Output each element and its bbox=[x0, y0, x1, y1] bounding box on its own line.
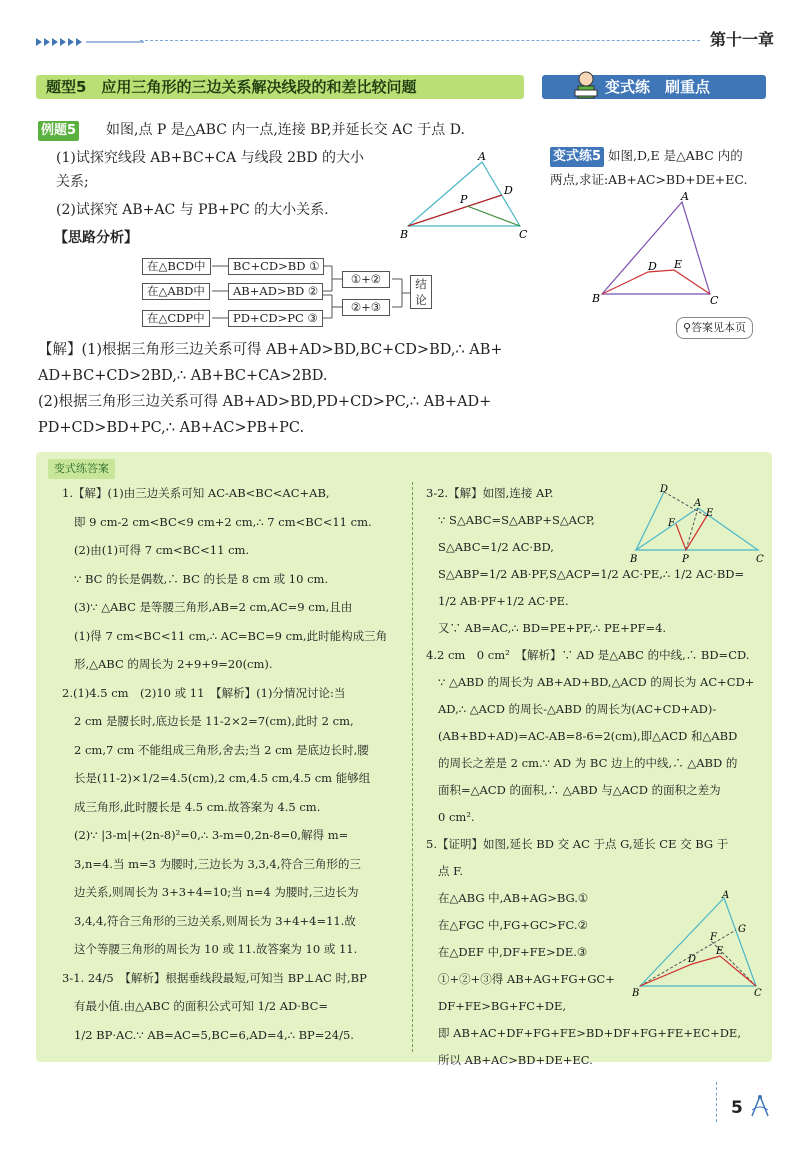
fig32-label-c: C bbox=[756, 554, 764, 565]
practice-fig-label-b: B bbox=[592, 292, 601, 305]
answer-line: 5.【证明】如图,延长 BD 交 AC 于点 G,延长 CE 交 BG 于 bbox=[426, 837, 729, 851]
answer-line: AD,∴ △ACD 的周长-△ABD 的周长为(AC+CD+AD)- bbox=[438, 702, 717, 716]
fig32-label-p: P bbox=[682, 554, 689, 565]
practice-fig-label-e: E bbox=[674, 258, 683, 271]
solution-1-line2: AD+BC+CD>2BD,∴ AB+BC+CA>2BD. bbox=[38, 368, 328, 384]
answer-line: S△ABP=1/2 AB·PF,S△ACP=1/2 AC·PE,∴ 1/2 AC·BD= bbox=[438, 567, 745, 581]
fig32-label-d: D bbox=[660, 484, 669, 495]
answer-line: 的周长之差是 2 cm.∵ AD 为 BC 边上的中线,∴ △ABD 的 bbox=[438, 756, 738, 770]
answer-reference[interactable] bbox=[676, 317, 753, 339]
example-badge: 例题5 bbox=[38, 121, 79, 141]
fig5-label-f: F bbox=[710, 932, 717, 943]
practice-fig-label-a: A bbox=[681, 190, 689, 203]
answer-line: 在△DEF 中,DF+FE>DE.③ bbox=[438, 945, 588, 959]
answer-line: 又∵ AB=AC,∴ BD=PE+PF,∴ PE+PF=4. bbox=[438, 621, 667, 635]
answer-reference-label: 答案见本页 bbox=[691, 321, 747, 334]
example-stem: 如图,点 P 是△ABC 内一点,连接 BP,并延长交 AC 于点 D. bbox=[106, 122, 465, 138]
fig32-label-a: A bbox=[694, 498, 702, 509]
student-icon bbox=[572, 70, 600, 100]
fig5-label-g: G bbox=[738, 924, 746, 935]
answer-line: 长是(11-2)×1/2=4.5(cm),2 cm,4.5 cm,4.5 cm 能够组 bbox=[74, 771, 371, 785]
solution-1-line1: 【解】(1)根据三角形三边关系可得 AB+AD>BD,BC+CD>BD,∴ AB+ bbox=[38, 342, 503, 358]
fig-label-c: C bbox=[519, 228, 528, 241]
answer-line: 3-2.【解】如图,连接 AP. bbox=[426, 486, 554, 500]
answer-line: 形,△ABC 的周长为 2+9+9=20(cm). bbox=[74, 657, 273, 671]
flow-conclusion: 结论 bbox=[410, 275, 432, 309]
answer-line: 点 F. bbox=[438, 864, 463, 878]
fig32-label-e: E bbox=[706, 508, 714, 519]
practice-bar-label: 变式练 刷重点 bbox=[605, 78, 711, 96]
fig-label-a: A bbox=[478, 150, 486, 163]
flow-inequality-2: AB+AD>BD ② bbox=[228, 283, 323, 300]
fig32-label-b: B bbox=[630, 554, 638, 565]
fig32-label-f: F bbox=[668, 518, 675, 529]
type-bar-label: 题型5 应用三角形的三边关系解决线段的和差比较问题 bbox=[46, 78, 417, 96]
answer-line: 3,n=4.当 m=3 为腰时,三边长为 3,3,4,符合三角形的三 bbox=[74, 856, 361, 871]
page-number: 5 bbox=[731, 1098, 743, 1118]
fig5-label-a: A bbox=[722, 890, 730, 901]
answer-line: (2)由(1)可得 7 cm<BC<11 cm. bbox=[74, 543, 250, 557]
answer-line: 在△ABG 中,AB+AG>BG.① bbox=[438, 891, 589, 905]
fig-label-b: B bbox=[400, 228, 409, 241]
solution-2-line1: (2)根据三角形三边关系可得 AB+AD>BD,PD+CD>PC,∴ AB+AD+ bbox=[38, 394, 492, 410]
answer-line: 有最小值.由△ABC 的面积公式可知 1/2 AD·BC= bbox=[74, 999, 329, 1013]
example-q1-line2: 关系; bbox=[56, 174, 89, 190]
answer-line: 2 cm 是腰长时,底边长是 11-2×2=7(cm),此时 2 cm, bbox=[74, 714, 354, 728]
answer-line: 这个等腰三角形的周长为 10 或 11.故答案为 10 或 11. bbox=[74, 942, 358, 956]
answer-3-2-figure bbox=[628, 484, 768, 566]
fig5-label-c: C bbox=[754, 988, 762, 998]
fig5-label-b: B bbox=[632, 988, 640, 998]
flow-inequality-3: PD+CD>PC ③ bbox=[228, 310, 323, 327]
flow-inequality-1: BC+CD>BD ① bbox=[228, 258, 324, 275]
fig-label-d: D bbox=[504, 184, 513, 197]
answer-line: 4.2 cm 0 cm² 【解析】∵ AD 是△ABC 的中线,∴ BD=CD. bbox=[426, 648, 750, 662]
magnifier-icon: ⚲ bbox=[683, 321, 692, 334]
answer-line: ∵ BC 的长是偶数,∴ BC 的长是 8 cm 或 10 cm. bbox=[74, 571, 329, 586]
answer-line: (3)∵ △ABC 是等腰三角形,AB=2 cm,AC=9 cm,且由 bbox=[74, 600, 353, 614]
footer-rule bbox=[716, 1082, 718, 1122]
answer-line: ∵ △ABD 的周长为 AB+AD+BD,△ACD 的周长为 AC+CD+ bbox=[438, 675, 755, 689]
header-arrows-decoration bbox=[36, 37, 146, 47]
answer-line: (1)得 7 cm<BC<11 cm,∴ AC=BC=9 cm,此时能构成三角 bbox=[74, 628, 388, 643]
flow-box-cdp: 在△CDP中 bbox=[142, 310, 210, 327]
example-triangle-figure bbox=[398, 150, 533, 242]
answer-line: S△ABC=1/2 AC·BD, bbox=[438, 540, 554, 554]
compass-icon bbox=[748, 1094, 772, 1118]
answer-line: 1.【解】(1)由三边关系可知 AC-AB<BC<AC+AB, bbox=[62, 486, 330, 500]
practice-stem-line2: 两点,求证:AB+AC>BD+DE+EC. bbox=[550, 172, 748, 187]
answer-line: 面积=△ACD 的面积,∴ △ABD 与△ACD 的面积之差为 bbox=[438, 783, 721, 797]
answer-line: 2 cm,7 cm 不能组成三角形,舍去;当 2 cm 是底边长时,腰 bbox=[74, 742, 369, 757]
answer-line: (AB+BD+AD)=AC-AB=8-6=2(cm),即△ACD 和△ABD bbox=[438, 729, 738, 743]
header-rule bbox=[140, 40, 700, 41]
practice-stem-text: 如图,D,E 是△ABC 内的 bbox=[608, 148, 743, 163]
solution-2-line2: PD+CD>BD+PC,∴ AB+AC>PB+PC. bbox=[38, 420, 305, 436]
answer-line: 1/2 BP·AC.∵ AB=AC=5,BC=6,AD=4,∴ BP=24/5. bbox=[74, 1027, 354, 1042]
answer-line: 3-1. 24/5 【解析】根据垂线段最短,可知当 BP⊥AC 时,BP bbox=[62, 970, 367, 985]
example-q2: (2)试探究 AB+AC 与 PB+PC 的大小关系. bbox=[56, 202, 329, 218]
answer-line: 3,4,4,符合三角形的三边关系,则周长为 3+4+4=11.故 bbox=[74, 913, 356, 928]
fig5-label-e: E bbox=[716, 946, 724, 957]
chapter-title: 第十一章 bbox=[710, 30, 775, 49]
answer-line: 即 9 cm-2 cm<BC<9 cm+2 cm,∴ 7 cm<BC<11 cm. bbox=[74, 514, 372, 529]
flow-combine-2: ②+③ bbox=[342, 299, 390, 316]
practice-stem-line1 bbox=[550, 146, 743, 167]
analysis-title: 【思路分析】 bbox=[54, 230, 138, 246]
answer-line: ①+②+③得 AB+AG+FG+GC+ bbox=[438, 972, 615, 986]
answer-line: 1/2 AB·PF+1/2 AC·PE. bbox=[438, 594, 569, 608]
answer-line: 即 AB+AC+DF+FG+FE>BD+DF+FG+FE+EC+DE, bbox=[438, 1026, 741, 1040]
answer-5-figure bbox=[630, 890, 766, 998]
answer-line: (2)∵ |3-m|+(2n-8)²=0,∴ 3-m=0,2n-8=0,解得 m= bbox=[74, 828, 349, 842]
flow-box-bcd: 在△BCD中 bbox=[142, 258, 211, 275]
practice-triangle-figure bbox=[588, 190, 728, 308]
flow-combine-1: ①+② bbox=[342, 271, 390, 288]
fig5-label-d: D bbox=[688, 954, 697, 965]
answer-line: ∵ S△ABC=S△ABP+S△ACP, bbox=[438, 513, 595, 527]
practice-fig-label-c: C bbox=[710, 294, 719, 307]
practice-badge: 变式练5 bbox=[550, 147, 604, 167]
answers-header: 变式练答案 bbox=[48, 459, 115, 479]
answer-line: 边关系,则周长为 3+3+4=10;当 n=4 为腰时,三边长为 bbox=[74, 885, 359, 899]
answer-line: 所以 AB+AC>BD+DE+EC. bbox=[438, 1053, 593, 1067]
example-badge-wrap bbox=[38, 120, 79, 141]
answer-line: 在△FGC 中,FG+GC>FC.② bbox=[438, 918, 588, 932]
practice-fig-label-d: D bbox=[648, 260, 657, 273]
answers-divider bbox=[412, 482, 413, 1052]
answer-line: 成三角形,此时腰长是 4.5 cm.故答案为 4.5 cm. bbox=[74, 799, 321, 814]
answer-line: 2.(1)4.5 cm (2)10 或 11 【解析】(1)分情况讨论:当 bbox=[62, 685, 346, 700]
answer-line: DF+FE>BG+FC+DE, bbox=[438, 999, 567, 1013]
answer-line: 0 cm². bbox=[438, 810, 475, 824]
flow-box-abd: 在△ABD中 bbox=[142, 283, 210, 300]
fig-label-p: P bbox=[460, 193, 468, 206]
example-q1-line1: (1)试探究线段 AB+BC+CA 与线段 2BD 的大小 bbox=[56, 150, 364, 166]
